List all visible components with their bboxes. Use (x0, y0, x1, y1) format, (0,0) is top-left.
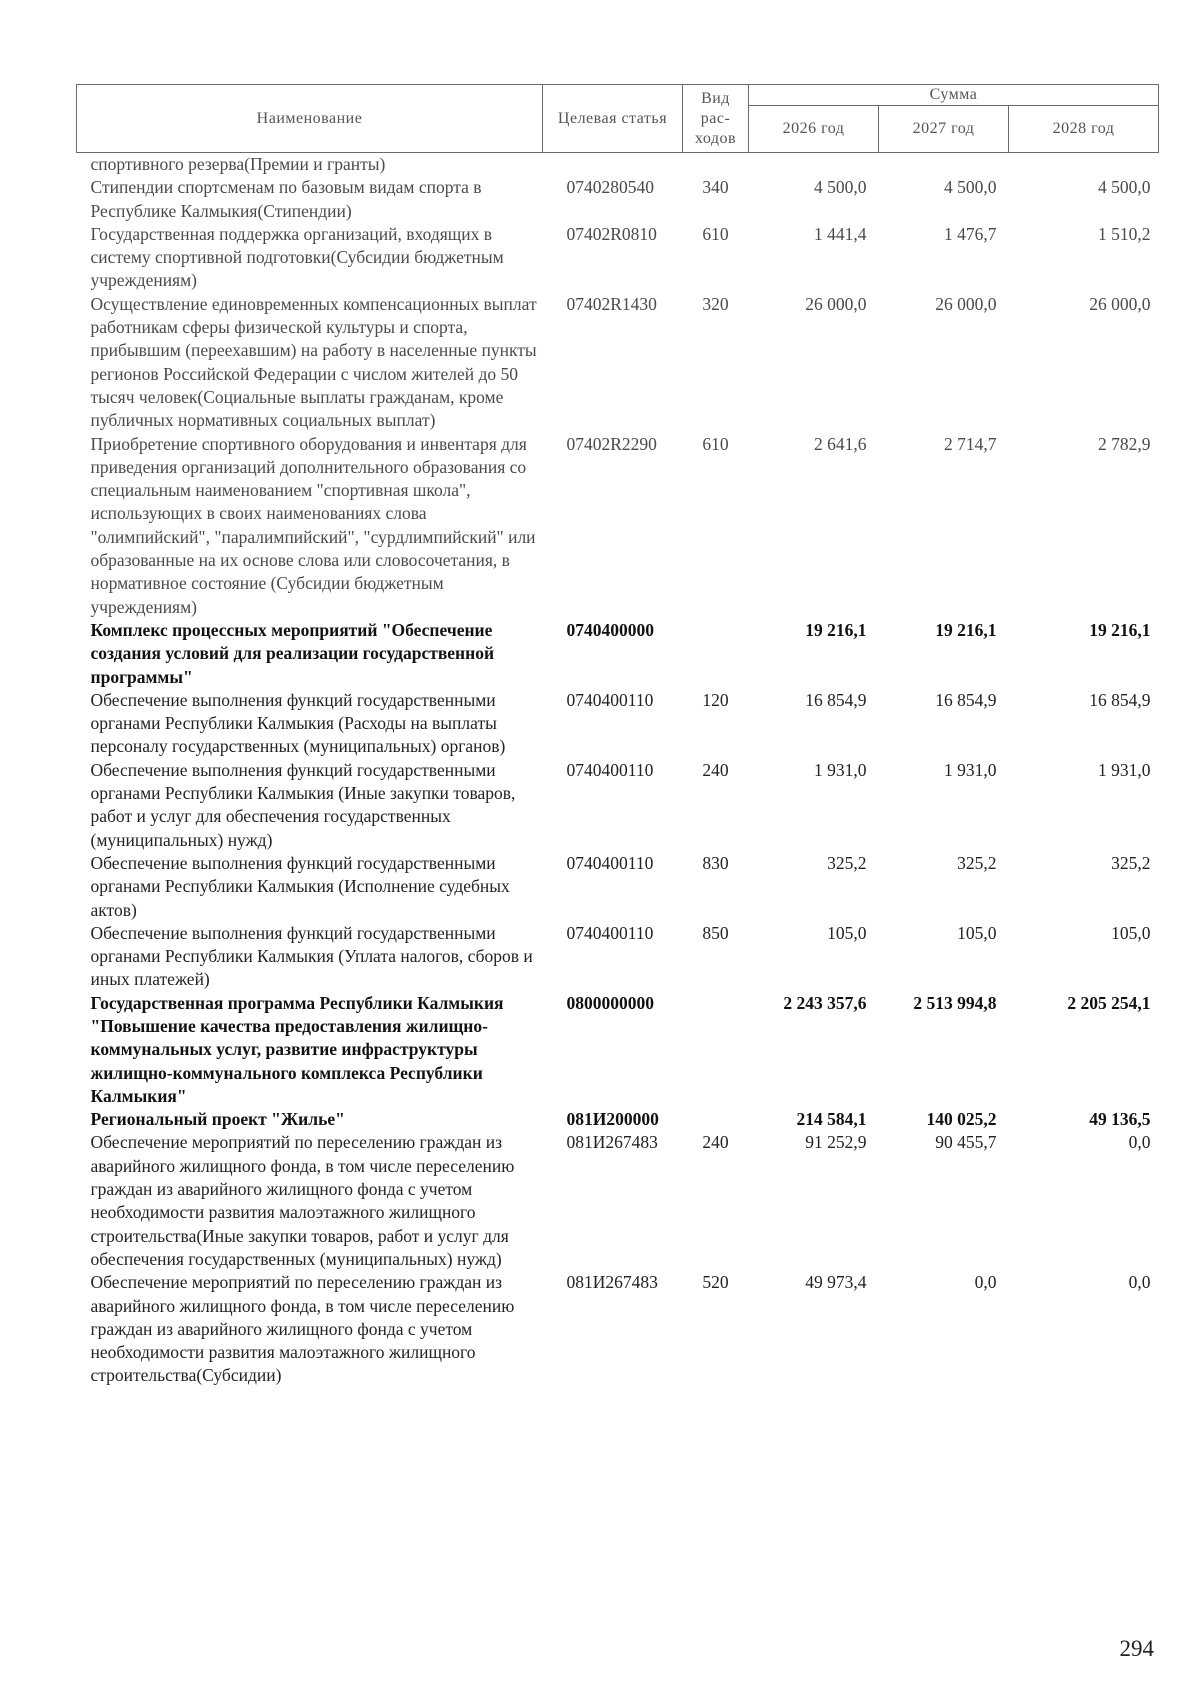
row-code-cell: 0740280540 (566, 177, 654, 198)
table-row (77, 759, 1159, 852)
row-value-2027-cell: 140 025,2 (926, 1109, 997, 1130)
row-vid-cell: 610 (702, 433, 729, 454)
row-vid-cell (683, 153, 749, 177)
row-code-cell: 0740400110 (566, 759, 654, 780)
row-value-2027-cell: 105,0 (957, 922, 997, 943)
table-row (77, 176, 1159, 223)
row-value-2027-cell: 2 714,7 (944, 433, 997, 454)
table-row (77, 1131, 1159, 1271)
row-value-2026-cell: 2 243 357,6 (783, 992, 867, 1013)
row-value-2028-cell (1009, 153, 1159, 177)
header-code: Целевая статья (543, 85, 683, 153)
row-name-cell: Государственная поддержка организаций, входящих в систему спортивной подготовки(Субсидии бюджетным учреждениям) (90, 223, 504, 291)
row-vid-cell: 830 (702, 852, 729, 873)
row-name-cell: Обеспечение мероприятий по переселению граждан из аварийного жилищного фонда, в том числе переселению граждан из аварийного жилищного фонда с учетом необходимости развития малоэтажного жилищного строительства(Иные закупки товаров, работ и услуг для обеспечения государственных (муниципальных) нужд) (90, 1132, 515, 1269)
row-value-2027-cell: 16 854,9 (935, 689, 997, 710)
row-value-2026-cell: 105,0 (827, 922, 867, 943)
row-name-cell: Приобретение спортивного оборудования и инвентаря для приведения организаций дополнительного образования со специальным наименованием "спортивная школа", использующих в своих наименованиях слова "олимпийский", "паралимпийский", "сурдлимпийский" или образованные на их основе слова или словосочетания, в нормативное состояние (Субсидии бюджетным учреждениям) (90, 433, 536, 617)
row-value-2028-cell: 19 216,1 (1089, 619, 1151, 640)
header-year-2028: 2028 год (1009, 106, 1159, 153)
row-value-2028-cell: 325,2 (1111, 852, 1151, 873)
row-value-2027-cell: 26 000,0 (935, 293, 997, 314)
row-vid-cell: 850 (702, 922, 729, 943)
row-value-2028-cell: 26 000,0 (1089, 293, 1151, 314)
row-vid-cell (683, 619, 749, 689)
header-year-2026: 2026 год (749, 106, 879, 153)
row-name-cell: Государственная программа Республики Калмыкия "Повышение качества предоставления жилищно-коммунальных услуг, развитие инфраструктуры жилищно-коммунального комплекса Республики Калмыкия" (90, 992, 504, 1106)
table-row (77, 619, 1159, 689)
row-value-2026-cell: 49 973,4 (805, 1272, 867, 1293)
table-row (77, 992, 1159, 1108)
row-vid-cell: 610 (702, 223, 729, 244)
row-value-2027-cell: 19 216,1 (935, 619, 997, 640)
header-name: Наименование (77, 85, 543, 153)
row-vid-cell: 240 (702, 759, 729, 780)
row-vid-cell (683, 992, 749, 1108)
table-row (77, 153, 1159, 177)
table-row (77, 293, 1159, 433)
row-value-2028-cell: 4 500,0 (1098, 177, 1151, 198)
row-code-cell: 0740400110 (566, 852, 654, 873)
budget-table-sheet (76, 84, 1158, 1388)
row-value-2027-cell: 4 500,0 (944, 177, 997, 198)
row-code-cell (543, 153, 683, 177)
row-value-2026-cell: 26 000,0 (805, 293, 867, 314)
row-name-cell: Обеспечение выполнения функций государственными органами Республики Калмыкия (Уплата налогов, сборов и иных платежей) (90, 922, 533, 990)
row-value-2027-cell: 325,2 (957, 852, 997, 873)
page-number: 294 (1119, 1636, 1154, 1661)
row-value-2026-cell: 4 500,0 (814, 177, 867, 198)
table-row (77, 1108, 1159, 1131)
row-value-2026-cell (749, 153, 879, 177)
row-value-2028-cell: 16 854,9 (1089, 689, 1151, 710)
row-vid-cell: 520 (702, 1272, 729, 1293)
row-code-cell: 081И267483 (566, 1272, 658, 1293)
row-value-2026-cell: 325,2 (827, 852, 867, 873)
header-vid: Вид рас-ходов (683, 85, 749, 153)
row-value-2027-cell: 1 931,0 (944, 759, 997, 780)
row-vid-cell (683, 1108, 749, 1131)
row-value-2028-cell: 1 510,2 (1098, 223, 1151, 244)
row-code-cell: 0740400110 (566, 689, 654, 710)
row-vid-cell: 340 (702, 177, 729, 198)
row-name-cell: Обеспечение выполнения функций государственными органами Республики Калмыкия (Расходы на выплаты персоналу государственных (муниципальных) органов) (90, 689, 506, 757)
row-code-cell: 07402R0810 (566, 223, 657, 244)
row-value-2027-cell: 2 513 994,8 (913, 992, 997, 1013)
row-name-cell: Обеспечение выполнения функций государственными органами Республики Калмыкия (Исполнение судебных актов) (90, 852, 510, 920)
row-name-cell: Региональный проект "Жилье" (90, 1109, 345, 1130)
table-body (77, 153, 1159, 1388)
row-value-2028-cell: 2 205 254,1 (1067, 992, 1151, 1013)
row-vid-cell: 120 (702, 689, 729, 710)
row-value-2026-cell: 91 252,9 (805, 1132, 867, 1153)
row-value-2027-cell (879, 153, 1009, 177)
table-row (77, 922, 1159, 992)
row-value-2026-cell: 19 216,1 (805, 619, 867, 640)
row-value-2026-cell: 214 584,1 (796, 1109, 867, 1130)
row-code-cell: 0740400110 (566, 922, 654, 943)
header-year-2027: 2027 год (879, 106, 1009, 153)
table-header (77, 85, 1159, 153)
row-code-cell: 081И200000 (566, 1109, 659, 1130)
row-code-cell: 081И267483 (566, 1132, 658, 1153)
row-value-2028-cell: 105,0 (1111, 922, 1151, 943)
row-value-2028-cell: 0,0 (1128, 1132, 1151, 1153)
row-code-cell: 0740400000 (566, 619, 654, 640)
row-value-2028-cell: 0,0 (1128, 1272, 1151, 1293)
row-name-cell: Обеспечение выполнения функций государственными органами Республики Калмыкия (Иные закупки товаров, работ и услуг для обеспечения государственных (муниципальных) нужд) (90, 759, 516, 850)
budget-table (76, 84, 1159, 1388)
table-row (77, 689, 1159, 759)
row-name-cell: Стипендии спортсменам по базовым видам спорта в Республике Калмыкия(Стипендии) (90, 177, 482, 221)
table-row (77, 852, 1159, 922)
row-name-cell: Обеспечение мероприятий по переселению граждан из аварийного жилищного фонда, в том числе переселению граждан из аварийного жилищного фонда с учетом необходимости развития малоэтажного жилищного строительства(Субсидии) (90, 1272, 515, 1386)
row-value-2027-cell: 0,0 (974, 1272, 997, 1293)
row-code-cell: 07402R2290 (566, 433, 657, 454)
row-value-2027-cell: 1 476,7 (944, 223, 997, 244)
row-code-cell: 07402R1430 (566, 293, 657, 314)
row-code-cell: 0800000000 (566, 992, 654, 1013)
row-name-cell: Осуществление единовременных компенсационных выплат работникам сферы физической культуры и спорта, прибывшим (переехавшим) на работу в населенные пункты регионов Российской Федерации с числом жителей до 50 тысяч человек(Социальные выплаты гражданам, кроме публичных нормативных социальных выплат) (90, 293, 537, 431)
row-value-2026-cell: 1 931,0 (814, 759, 867, 780)
row-value-2026-cell: 16 854,9 (805, 689, 867, 710)
row-vid-cell: 240 (702, 1132, 729, 1153)
row-value-2028-cell: 2 782,9 (1098, 433, 1151, 454)
row-name-cell: спортивного резерва(Премии и гранты) (90, 154, 386, 174)
row-name-cell: Комплекс процессных мероприятий "Обеспечение создания условий для реализации государственной программы" (90, 619, 495, 687)
table-row (77, 223, 1159, 293)
row-vid-cell: 320 (702, 293, 729, 314)
row-value-2026-cell: 2 641,6 (814, 433, 867, 454)
row-value-2028-cell: 1 931,0 (1098, 759, 1151, 780)
row-value-2026-cell: 1 441,4 (814, 223, 867, 244)
header-sum: Сумма (749, 85, 1159, 106)
row-value-2028-cell: 49 136,5 (1089, 1109, 1151, 1130)
row-value-2027-cell: 90 455,7 (935, 1132, 997, 1153)
table-row (77, 1271, 1159, 1387)
table-row (77, 433, 1159, 619)
